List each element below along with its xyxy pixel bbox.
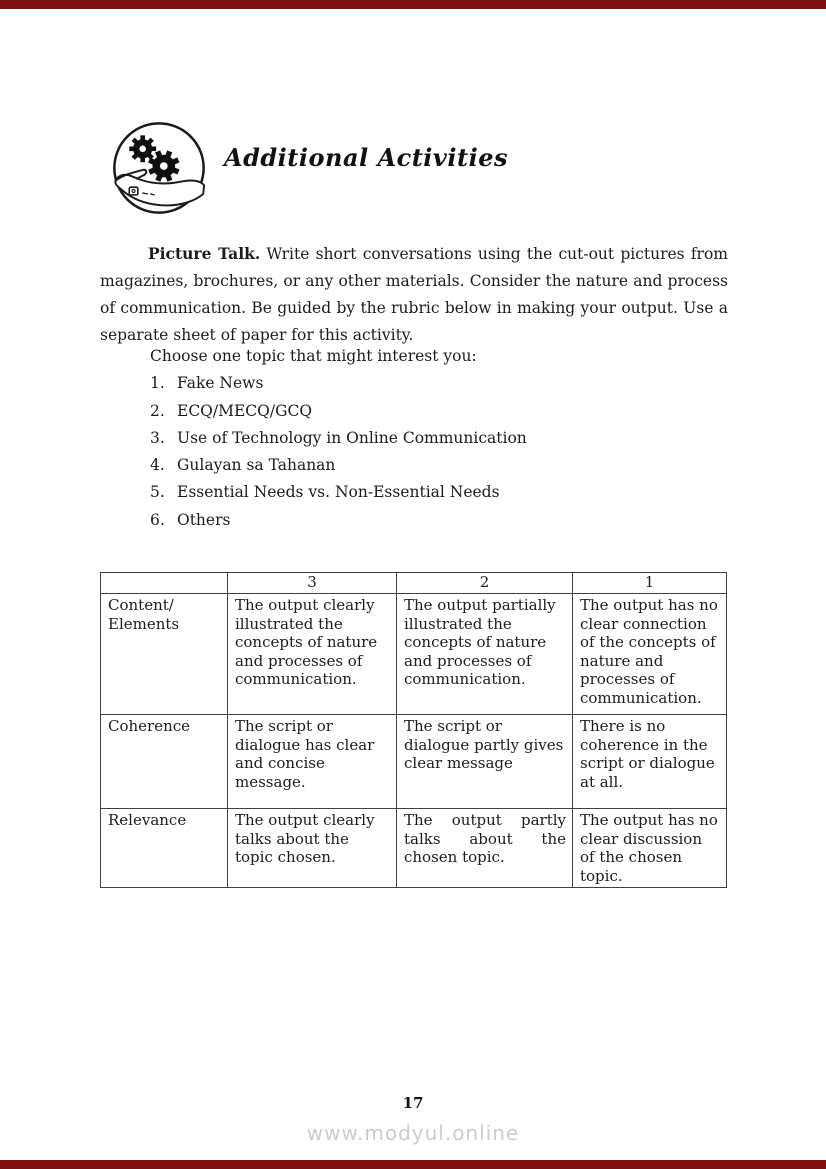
score3-cell: The script or dialogue has clear and concise message. (228, 715, 397, 809)
watermark: www.modyul.online (306, 1121, 520, 1145)
item-number: 3. (150, 428, 165, 447)
table-row (101, 594, 727, 715)
bottom-edge-bar (0, 1160, 826, 1169)
list-item (150, 425, 670, 452)
list-item (150, 398, 670, 425)
rubric-header-blank (101, 573, 228, 594)
page-title: Additional Activities (224, 143, 508, 172)
item-label: Use of Technology in Online Communication (177, 428, 527, 447)
score2-cell: The output partially illustrated the concepts of nature and processes of communication. (397, 594, 573, 715)
score3-cell: The output clearly illustrated the concepts of nature and processes of communication. (228, 594, 397, 715)
score1-cell: The output has no clear discussion of the chosen topic. (573, 809, 727, 888)
item-label: ECQ/MECQ/GCQ (177, 401, 313, 420)
item-number: 5. (150, 483, 165, 502)
intro-body: Write short conversations using the cut-out pictures from magazines, brochures, or any other materials. Consider the nature and process of communication. Be guided by the rubric below in making your output. Use a separate sheet of paper for this activity. (100, 244, 728, 344)
topics-prompt: Choose one topic that might interest you: (150, 347, 477, 365)
intro-lead: Picture Talk. (148, 243, 261, 263)
item-number: 2. (150, 401, 165, 420)
hand-holding-gears-icon (111, 120, 207, 216)
criterion-cell: Coherence (101, 715, 228, 809)
list-item (150, 370, 670, 397)
table-row (101, 715, 727, 809)
page-number: 17 (402, 1094, 424, 1112)
score2-cell: The script or dialogue partly gives clear message (397, 715, 573, 809)
item-number: 1. (150, 374, 165, 393)
score1-cell: The output has no clear connection of the concepts of nature and processes of communication. (573, 594, 727, 715)
rubric-header-row (101, 573, 727, 594)
item-label: Gulayan sa Tahanan (177, 456, 336, 475)
item-number: 4. (150, 456, 165, 475)
rubric-table (100, 572, 727, 888)
list-item (150, 479, 670, 506)
score3-cell: The output clearly talks about the topic chosen. (228, 809, 397, 888)
rubric-header-2: 2 (397, 573, 573, 594)
table-row (101, 809, 727, 888)
item-label: Essential Needs vs. Non-Essential Needs (177, 483, 500, 502)
item-number: 6. (150, 510, 165, 529)
intro-paragraph (100, 240, 728, 349)
topics-list (150, 343, 670, 534)
criterion-cell: Relevance (101, 809, 228, 888)
item-label: Fake News (177, 374, 264, 393)
score1-cell: There is no coherence in the script or dialogue at all. (573, 715, 727, 809)
rubric-header-3: 3 (228, 573, 397, 594)
rubric-header-1: 1 (573, 573, 727, 594)
list-item (150, 507, 670, 534)
list-item (150, 452, 670, 479)
top-edge-bar (0, 0, 826, 9)
criterion-cell: Content/ Elements (101, 594, 228, 715)
item-label: Others (177, 510, 231, 529)
score2-cell: The output partly talks about the chosen topic. (397, 809, 573, 888)
